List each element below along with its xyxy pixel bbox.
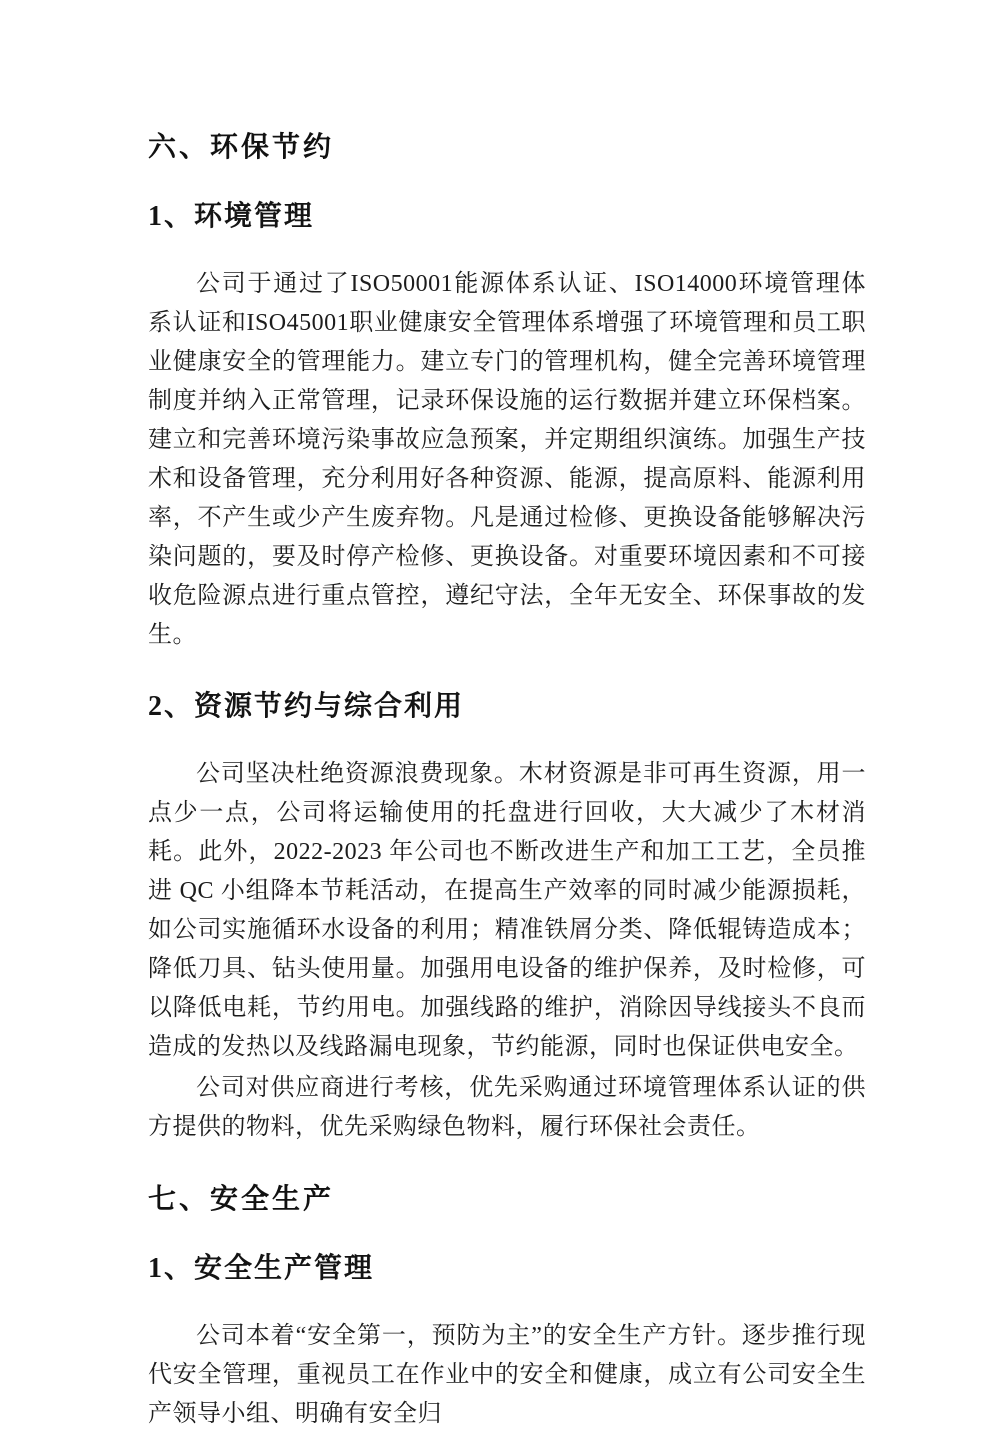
paragraph-safety-production-management: 公司本着“安全第一，预防为主”的安全生产方针。逐步推行现代安全管理，重视员工在作业中的安全和健康，成立有公司安全生产领导小组、明确有安全归 xyxy=(148,1323,866,1427)
section-heading-resource-saving: 2、资源节约与综合利用 xyxy=(148,691,465,722)
chapter-heading-safety-production: 七、安全生产 xyxy=(148,1183,335,1214)
paragraph-supplier-assessment: 公司对供应商进行考核，优先采购通过环境管理体系认证的供方提供的物料，优先采购绿色物料，履行环保社会责任。 xyxy=(148,1075,866,1140)
paragraph-resource-saving: 公司坚决杜绝资源浪费现象。木材资源是非可再生资源，用一点少一点，公司将运输使用的托盘进行回收，大大减少了木材消耗。此外，2022-2023 年公司也不断改进生产和加工工艺，全员推进 QC 小组降本节耗活动，在提高生产效率的同时减少能源损耗，如公司实施循环水设备的利用；精准铁屑分类、降低辊铸造成本；降低刀具、钻头使用量。加强用电设备的维护保养，及时检修，可以降低电耗，节约用电。加强线路的维护，消除因导线接头不良而造成的发热以及线路漏电现象，节约能源，同时也保证供电安全。 xyxy=(148,761,866,1060)
paragraph-environment-management: 公司于通过了ISO50001能源体系认证、ISO14000环境管理体系认证和ISO45001职业健康安全管理体系增强了环境管理和员工职业健康安全的管理能力。建立专门的管理机构，健全完善环境管理制度并纳入正常管理，记录环保设施的运行数据并建立环保档案。建立和完善环境污染事故应急预案，并定期组织演练。加强生产技术和设备管理，充分利用好各种资源、能源，提高原料、能源利用率，不产生或少产生废弃物。凡是通过检修、更换设备能够解决污染问题的，要及时停产检修、更换设备。对重要环境因素和不可接收危险源点进行重点管控，遵纪守法，全年无安全、环保事故的发生。 xyxy=(148,271,866,648)
section-heading-safety-production-management: 1、安全生产管理 xyxy=(148,1253,375,1284)
section-heading-environment-management: 1、环境管理 xyxy=(148,201,315,232)
chapter-heading-environmental-conservation: 六、环保节约 xyxy=(148,131,335,162)
